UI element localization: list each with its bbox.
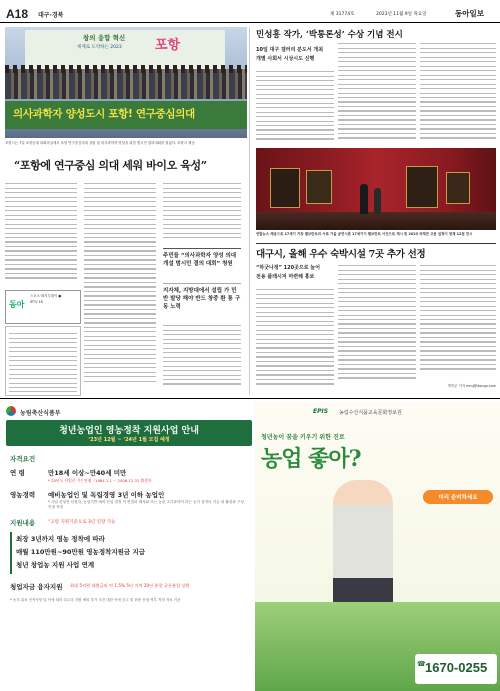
pull-quote-2: 지자체, 지방대에서 설립 가 민 반 발당 해야 반드 창중 환 통 구 동 노력 xyxy=(163,288,241,310)
paper-logo: 동아일보 xyxy=(455,9,484,18)
phone-icon: ☎ xyxy=(417,660,426,668)
ad-period: ‘23년 12월 ~ ‘24년 1월 모집 예정 xyxy=(88,437,170,443)
right-article-title: 민성흥 작가, ‘박통론성’ 수상 기념 전시 xyxy=(256,30,403,40)
section-label: 대구·경북 xyxy=(38,12,64,19)
issue-date: 2023년 11월 9일 목요일 xyxy=(376,12,427,17)
painting-4 xyxy=(446,172,470,204)
right-article-subhead: 10일 대구 갤러리 분도서 개최 개별 사회서 시상시도 신행 xyxy=(256,47,324,62)
masthead-rule xyxy=(0,22,500,23)
ad-divider xyxy=(0,398,500,399)
painting-3 xyxy=(406,166,438,208)
visitor-1 xyxy=(360,184,368,214)
epis-name: 농림수산식품교육문화정보원 xyxy=(339,410,402,416)
rule-above-headline2 xyxy=(256,243,496,244)
gallery-photo xyxy=(256,148,496,230)
crowd xyxy=(5,69,247,99)
right-col-c xyxy=(420,40,496,145)
painting-2 xyxy=(306,170,332,204)
right2-col-c xyxy=(420,262,496,380)
ad-right xyxy=(255,402,500,691)
subscribe-item-2: IPTV 18 xyxy=(30,300,43,304)
apply-text: 최대 5억원 대출금리 연 1.5% 5년 거치 20년 분할 균등분할 상환 xyxy=(70,583,190,588)
right-headline-2: 대구시, 올해 우수 숙박시설 7곳 추가 선정 xyxy=(256,249,426,260)
ministry-name: 농림축산식품부 xyxy=(20,410,61,417)
right2-col-b xyxy=(338,262,416,390)
gallery-floor xyxy=(256,212,496,230)
ad-title: 청년농업인 영농정착 지원사업 안내 xyxy=(59,426,199,436)
pull-quote-top-rule xyxy=(163,248,241,249)
row-career-note: * 사업 신청전 신청자, 농업기반 예비 신입 결정 이 연결되 매자와 또는 농관 초기화하여 하는 농가 설적의 기존 내 활성화 구성 인정 적정 xyxy=(48,500,244,509)
photo-banner-sub: 세계로 도약하는 2023 xyxy=(77,45,122,50)
subscribe-logo: 동아 xyxy=(9,300,25,309)
subscribe-box xyxy=(5,290,81,324)
right-col-b xyxy=(338,40,416,145)
body-column-2 xyxy=(84,180,156,395)
row-age-label: 연 령 xyxy=(10,469,25,477)
ministry-logo-icon xyxy=(6,406,16,416)
benefit-line-1: 최장 3년까지 영농 정착에 따라 xyxy=(16,535,105,543)
epis-logo: EPIS xyxy=(313,408,329,415)
benefit-line-3: 청년 창업농 지원 사업 연계 xyxy=(16,561,95,569)
ad-left xyxy=(0,402,255,691)
eligibility-label: 자격요건 xyxy=(10,455,36,463)
benefit-line-2: 매월 110만원~90만원 영농정착지원금 지급 xyxy=(16,548,146,556)
body-column-3 xyxy=(163,180,241,244)
ad-big-text: 농업 좋아? xyxy=(261,446,361,472)
subscribe-table xyxy=(5,326,81,396)
masthead xyxy=(0,0,500,26)
column-divider xyxy=(249,27,250,395)
right2-col-a xyxy=(256,286,334,394)
subscribe-item-1: 스포츠·레저투데이 ● xyxy=(30,294,62,298)
painting-1 xyxy=(270,168,300,208)
crowd-heads xyxy=(5,65,247,73)
ad-sub-slogan: 미리 준비하세요 xyxy=(438,495,478,501)
pull-quote-divider xyxy=(163,283,241,284)
pull-quote-1: 주민들 “의사과학자 양성 의대 개설 범시민 결의 대회” 청원 xyxy=(163,253,237,267)
row-support-label: 지원내용 xyxy=(10,519,36,527)
row-age-note: * 24년도 사업은 기는연령 : 1984.1.1 ~ 2006.12.31 출생자 xyxy=(48,478,152,483)
ad-phone: 1670-0255 xyxy=(425,660,488,675)
row-career-value: 예비농업인 및 독립경영 3년 이하 농업인 xyxy=(48,491,165,499)
visitor-2 xyxy=(374,188,381,214)
right-subhead-2: “하굿나정” 120곳으로 늘어 전용 플래시저 마련해 홍보 xyxy=(256,265,320,280)
ad-slogan: 청년농이 꿈을 키우기 위한 진로 xyxy=(261,434,345,441)
farmer-figure xyxy=(333,480,393,620)
row-age-value: 만18세 이상~만40세 미만 xyxy=(48,469,127,477)
row-support-value: “고령 지원기준으로 3년 연장 가능 xyxy=(48,520,116,525)
ad-footnote: * 농지 위치 인적사항 및 이에 따라 다수의 지원 예외 추가 조건 대한 이에 공고 및 최종 신청 여부 적정 자료 기준 xyxy=(10,598,181,602)
body-column-3b xyxy=(163,322,241,394)
page-number: A18 xyxy=(6,7,29,21)
row-career-label: 영농경력 xyxy=(10,491,36,499)
right-col-a xyxy=(256,68,334,145)
gallery-caption: 연합뉴스 제공으로 17세기 거장 렘브란트의 사료 가을 공연시론 17세기이 렘브란트 사진으로 제시 및 2023 국제전 고문 일정이 현재 12점 전시 xyxy=(256,232,473,236)
photo-caption: 포항시는 7일 포항공대 대회의실에서 포항 연구중심의대 설립 및 의사과학자 양성을 위한 범시민 결의대회를 열었다. 포항시 제공 xyxy=(5,141,195,145)
apply-label: 청업자금 융자지원 xyxy=(10,583,63,591)
event-photo xyxy=(5,27,247,138)
issue-number: 제 31774호 xyxy=(330,12,355,17)
right-byline: 명민준 기자 mmj@donga.com xyxy=(447,384,496,388)
photo-banner-top: 창의 융합 혁신 xyxy=(83,34,126,42)
left-headline: “포항에 연구중심 의대 세워 바이오 육성” xyxy=(14,159,207,172)
photo-headline: 의사과학자 양성도시 포항! 연구중심의대 xyxy=(13,108,195,120)
body-column-1 xyxy=(5,180,77,285)
photo-banner-brand: 포항 xyxy=(155,38,181,53)
